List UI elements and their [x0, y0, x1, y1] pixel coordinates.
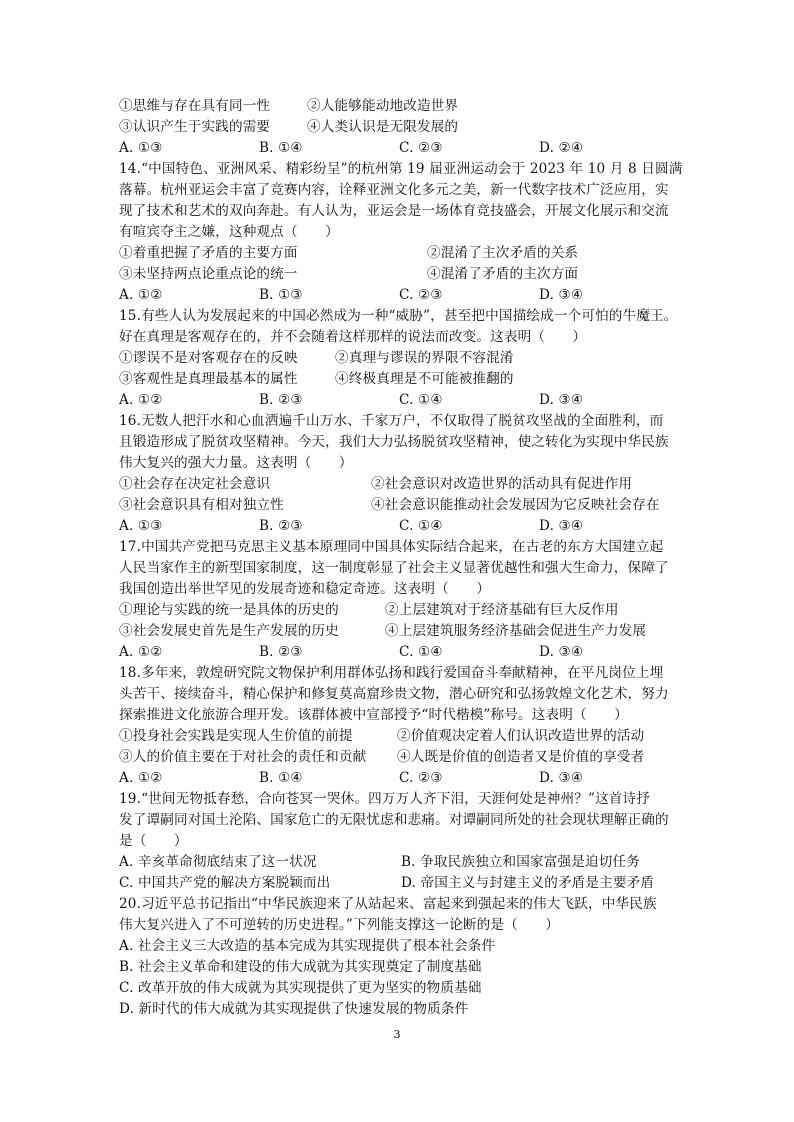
q19-stem: 发了谭嗣同对国土沦陷、国家危亡的无限忧虑和悲痛。对谭嗣同所处的社会现状理解正确的: [119, 812, 669, 828]
q16-stem: 16.无数人把汗水和心血洒遍千山万水、千家万户，不仅取得了脱贫攻坚战的全面胜利，而: [119, 413, 664, 429]
choice: B. 争取民族独立和国家富强是迫切任务: [401, 854, 640, 870]
choice: C. 中国共产党的解决方案脱颖而出: [119, 875, 331, 891]
q15-stem: 15.有些人认为发展起来的中国必然成为一种“威胁”，甚至把中国描绘成一个可怕的牛魔王。: [119, 308, 678, 324]
choice: C. ②③: [399, 287, 443, 303]
q20-stem: 伟大复兴进入了不可逆转的历史进程。”下列能支撑这一论断的是（ ）: [119, 917, 560, 933]
option: ④社会意识能推动社会发展因为它反映社会存在: [371, 497, 660, 513]
q17-stem: 我国创造出举世罕见的发展奇迹和稳定奇迹。这表明（ ）: [119, 581, 491, 597]
q14-stem: 现了技术和艺术的双向奔赴。有人认为，亚运会是一场体育竞技盛会，开展文化展示和交流: [119, 203, 669, 219]
page-number: 3: [393, 1028, 401, 1041]
q20-choice: A. 社会主义三大改造的基本完成为其实现提供了根本社会条件: [119, 938, 496, 954]
option: ②社会意识对改造世界的活动具有促进作用: [371, 476, 633, 492]
option: ③社会意识具有相对独立性: [119, 497, 284, 513]
choice: D. ③④: [539, 287, 584, 303]
option: ①投身社会实践是实现人生价值的前提: [119, 728, 353, 744]
q16-stem: 且锻造形成了脱贫攻坚精神。今天，我们大力弘扬脱贫攻坚精神，使之转化为实现中华民族: [119, 434, 669, 450]
choice: A. ①②: [119, 392, 163, 408]
choice: D. ②④: [539, 140, 584, 156]
q19-stem: 19.“世间无物抵春愁，合向苍冥一哭休。四万万人齐下泪，天涯何处是神州？”这首诗抒: [119, 791, 651, 807]
q19-stem: 是（ ）: [119, 833, 188, 849]
choice: B. ②③: [259, 518, 303, 534]
option: ④人既是价值的创造者又是价值的享受者: [397, 749, 645, 765]
q17-stem: 17.中国共产党把马克思主义基本原理同中国具体实际结合起来，在古老的东方大国建立起: [119, 539, 664, 555]
choice: D. 帝国主义与封建主义的矛盾是主要矛盾: [401, 875, 655, 891]
option: ③人的价值主要在于对社会的责任和贡献: [119, 749, 367, 765]
choice: B. ①③: [259, 287, 303, 303]
choice: B. ②③: [259, 392, 303, 408]
q16-stem: 伟大复兴的强大力量。这表明（ ）: [119, 455, 353, 471]
q20-choice: C. 改革开放的伟大成就为其实现提供了更为坚实的物质基础: [119, 980, 482, 996]
option: ①理论与实践的统一是具体的历史的: [119, 602, 339, 618]
q18-stem: 探索推进文化旅游合理开发。该群体被中宣部授予“时代楷模”称号。这表明（ ）: [119, 707, 628, 723]
choice: C. ①④: [399, 518, 443, 534]
option: ②人能够能动地改造世界: [307, 98, 459, 114]
choice: A. 辛亥革命彻底结束了这一状况: [119, 854, 317, 870]
choice: A. ①③: [119, 518, 163, 534]
choice: B. ①④: [259, 770, 303, 786]
option: ②价值观决定着人们认识改造世界的活动: [397, 728, 645, 744]
option: ①谬误不是对客观存在的反映: [119, 350, 298, 366]
choice: C. ①④: [399, 392, 443, 408]
choice: C. ②③: [399, 770, 443, 786]
option: ④混淆了矛盾的主次方面: [427, 266, 579, 282]
choice: A. ①③: [119, 140, 163, 156]
q20-stem: 20.习近平总书记指出“中华民族迎来了从站起来、富起来到强起来的伟大飞跃，中华民族: [119, 896, 657, 912]
option: ④终极真理是不可能被推翻的: [335, 371, 514, 387]
choice: A. ①②: [119, 770, 163, 786]
choice: C. ②③: [399, 140, 443, 156]
q14-stem: 落幕。杭州亚运会丰富了竞赛内容，诠释亚洲文化多元之美，新一代数字技术广泛应用，实: [119, 182, 669, 198]
choice: B. ②③: [259, 644, 303, 660]
choice: C. ①④: [399, 644, 443, 660]
option: ①着重把握了矛盾的主要方面: [119, 245, 298, 261]
option: ④上层建筑服务经济基础会促进生产力发展: [385, 623, 647, 639]
q20-choice: B. 社会主义革命和建设的伟大成就为其实现奠定了制度基础: [119, 959, 482, 975]
option: ②混淆了主次矛盾的关系: [427, 245, 579, 261]
option: ④人类认识是无限发展的: [307, 119, 459, 135]
option: ③未坚持两点论重点论的统一: [119, 266, 298, 282]
option: ②上层建筑对于经济基础有巨大反作用: [385, 602, 619, 618]
q15-stem: 好在真理是客观存在的，并不会随着这样那样的说法而改变。这表明（ ）: [119, 329, 587, 345]
option: ③认识产生于实践的需要: [119, 119, 271, 135]
q14-stem: 14.“中国特色、亚洲风采、精彩纷呈”的杭州第 19 届亚洲运动会于 2023 年 10 月 8 日圆满: [119, 161, 683, 177]
choice: D. ③④: [539, 770, 584, 786]
q14-stem: 有喧宾夺主之嫌，这种观点（ ）: [119, 224, 339, 240]
q17-stem: 人民当家作主的新型国家制度，这一制度彰显了社会主义显著优越性和强大生命力，保障了: [119, 560, 669, 576]
option: ②真理与谬误的界限不容混淆: [335, 350, 514, 366]
choice: D. ③④: [539, 644, 584, 660]
option: ①社会存在决定社会意识: [119, 476, 271, 492]
q20-choice: D. 新时代的伟大成就为其实现提供了快速发展的物质条件: [119, 1001, 469, 1017]
option: ③客观性是真理最基本的属性: [119, 371, 298, 387]
q18-stem: 头苦干、接续奋斗，精心保护和修复莫高窟珍贵文物，潜心研究和弘扬敦煌文化艺术，努力: [119, 686, 669, 702]
option: ③社会发展史首先是生产发展的历史: [119, 623, 339, 639]
choice: D. ③④: [539, 392, 584, 408]
choice: B. ①④: [259, 140, 303, 156]
choice: A. ①②: [119, 287, 163, 303]
choice: D. ③④: [539, 518, 584, 534]
option: ①思维与存在具有同一性: [119, 98, 271, 114]
choice: A. ①②: [119, 644, 163, 660]
q18-stem: 18.多年来，敦煌研究院文物保护利用群体弘扬和践行爱国奋斗奉献精神，在平凡岗位上埋: [119, 665, 664, 681]
